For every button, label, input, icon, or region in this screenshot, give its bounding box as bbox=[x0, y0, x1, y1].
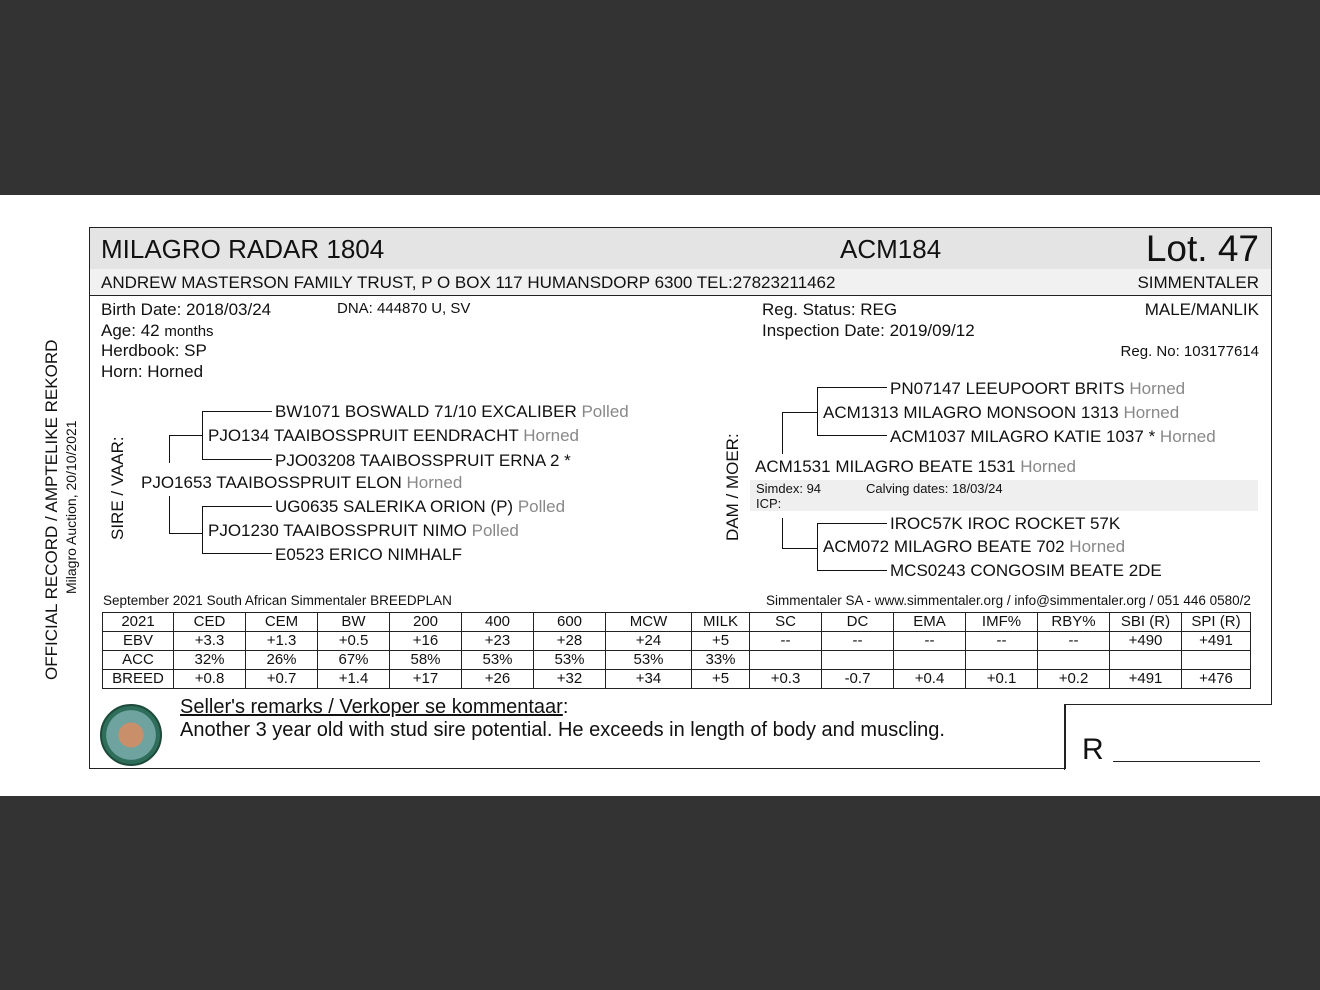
price-line[interactable] bbox=[1113, 761, 1260, 762]
lot-number: Lot. 47 bbox=[1145, 228, 1259, 269]
pedigree-line bbox=[817, 387, 818, 435]
age bbox=[101, 321, 214, 341]
bottom-dark-band bbox=[0, 796, 1320, 990]
dam-dam-dam bbox=[890, 561, 1162, 581]
ebv-header-cell: RBY% bbox=[1038, 613, 1110, 632]
ebv-cell: EBV bbox=[103, 632, 174, 651]
ebv-header-cell: 2021 bbox=[103, 613, 174, 632]
ebv-header-cell: EMA bbox=[894, 613, 966, 632]
ebv-header-cell: SBI (R) bbox=[1110, 613, 1182, 632]
ebv-cell: 67% bbox=[318, 651, 390, 670]
remarks-text: Another 3 year old with stud sire potential. He exceeds in length of body and muscling. bbox=[180, 719, 945, 741]
ebv-cell: +476 bbox=[1182, 670, 1251, 689]
sire-dam-dam bbox=[275, 545, 462, 565]
horn-status: Horn: Horned bbox=[101, 362, 204, 381]
pedigree-line bbox=[202, 411, 272, 412]
pedigree-line bbox=[169, 435, 202, 436]
sire bbox=[141, 473, 462, 493]
dam-horn: Horned bbox=[1020, 457, 1076, 476]
ebv-header-cell: 600 bbox=[534, 613, 606, 632]
ebv-cell: +5 bbox=[692, 632, 750, 651]
ebv-header-cell: SPI (R) bbox=[1182, 613, 1251, 632]
ebv-cell: 26% bbox=[246, 651, 318, 670]
lot-card bbox=[89, 227, 1272, 769]
sss-horn: Polled bbox=[581, 402, 629, 421]
society-logo bbox=[100, 704, 162, 766]
calving-dates: Calving dates: 18/03/24 bbox=[866, 481, 1003, 496]
ebv-header-cell: 200 bbox=[390, 613, 462, 632]
ebv-cell: +17 bbox=[390, 670, 462, 689]
ebv-header-cell: CED bbox=[174, 613, 246, 632]
ebv-row bbox=[103, 670, 1251, 689]
pedigree-line bbox=[817, 387, 887, 388]
top-dark-band bbox=[0, 0, 1320, 195]
dam-details-box bbox=[750, 480, 1258, 511]
breedplan-title: September 2021 South African Simmentaler BREEDPLAN bbox=[103, 593, 452, 608]
ebv-cell: +0.3 bbox=[750, 670, 822, 689]
ebv-header-cell: 400 bbox=[462, 613, 534, 632]
ebv-cell: 58% bbox=[390, 651, 462, 670]
official-record-label: OFFICIAL RECORD / AMPTELIKE REKORD bbox=[42, 339, 61, 680]
remarks-title bbox=[180, 696, 568, 719]
pedigree-line bbox=[202, 411, 203, 459]
ebv-cell: 32% bbox=[174, 651, 246, 670]
ebv-cell: +16 bbox=[390, 632, 462, 651]
sire-dam bbox=[208, 521, 519, 541]
sdd-name: E0523 ERICO NIMHALF bbox=[275, 545, 463, 564]
ddd-name: MCS0243 CONGOSIM BEATE 2DE bbox=[890, 561, 1162, 580]
ebv-cell: -0.7 bbox=[822, 670, 894, 689]
ds-horn: Horned bbox=[1123, 403, 1180, 422]
pedigree-line bbox=[202, 459, 272, 460]
age-unit: months bbox=[164, 323, 214, 340]
dsd-horn: Horned bbox=[1159, 427, 1216, 446]
ebv-cell bbox=[966, 651, 1038, 670]
herdbook: Herdbook: SP bbox=[101, 341, 207, 360]
dam-sire bbox=[823, 403, 1179, 423]
ebv-cell: +28 bbox=[534, 632, 606, 651]
dss-name: PN07147 LEEUPOORT BRITS bbox=[890, 379, 1125, 398]
ebv-cell: 33% bbox=[692, 651, 750, 670]
ebv-cell: +490 bbox=[1110, 632, 1182, 651]
birth-date: Birth Date: 2018/03/24 bbox=[101, 300, 272, 319]
simdex: Simdex: 94 bbox=[756, 481, 822, 496]
dam-sire-sire bbox=[890, 379, 1185, 399]
sire-sire-dam bbox=[275, 451, 571, 471]
ebv-cell: +3.3 bbox=[174, 632, 246, 651]
sds-horn: Polled bbox=[517, 497, 566, 516]
sire-horn: Horned bbox=[406, 473, 463, 492]
ebv-cell: ACC bbox=[103, 651, 174, 670]
ebv-cell: 53% bbox=[534, 651, 606, 670]
auction-label: Milagro Auction, 20/10/2021 bbox=[63, 420, 79, 594]
inspection-date: Inspection Date: 2019/09/12 bbox=[762, 321, 975, 340]
pedigree-line bbox=[202, 506, 203, 553]
ebv-cell: +491 bbox=[1182, 632, 1251, 651]
ebv-cell bbox=[750, 651, 822, 670]
ebv-header-cell: BW bbox=[318, 613, 390, 632]
ebv-header-cell: MILK bbox=[692, 613, 750, 632]
ebv-cell: +32 bbox=[534, 670, 606, 689]
ebv-cell: +0.2 bbox=[1038, 670, 1110, 689]
sss-name: BW1071 BOSWALD 71/10 EXCALIBER bbox=[275, 402, 577, 421]
animal-name: MILAGRO RADAR 1804 bbox=[101, 234, 385, 264]
breedplan-contact: Simmentaler SA - www.simmentaler.org / info@simmentaler.org / 051 446 0580/2 bbox=[766, 593, 1251, 608]
ds-name: ACM1313 MILAGRO MONSOON 1313 bbox=[823, 403, 1119, 422]
price-box bbox=[1064, 704, 1272, 770]
sex: MALE/MANLIK bbox=[1144, 300, 1259, 319]
ebv-cell: +1.4 bbox=[318, 670, 390, 689]
ebv-cell: -- bbox=[1038, 632, 1110, 651]
reg-status: Reg. Status: REG bbox=[762, 300, 898, 319]
ebv-cell: +24 bbox=[606, 632, 692, 651]
ss-name: PJO134 TAAIBOSSPRUIT EENDRACHT bbox=[208, 426, 519, 445]
card-body bbox=[89, 296, 1272, 704]
remarks-colon: : bbox=[562, 696, 569, 718]
ebv-cell: 53% bbox=[606, 651, 692, 670]
ebv-table bbox=[102, 612, 1251, 689]
sd-horn: Polled bbox=[471, 521, 519, 540]
pedigree-line bbox=[817, 523, 818, 570]
ebv-header-cell: CEM bbox=[246, 613, 318, 632]
dna: DNA: 444870 U, SV bbox=[337, 300, 471, 317]
sire-name: PJO1653 TAAIBOSSPRUIT ELON bbox=[141, 473, 402, 492]
ebv-cell: +23 bbox=[462, 632, 534, 651]
ss-horn: Horned bbox=[523, 426, 579, 445]
pedigree-line bbox=[169, 435, 170, 463]
dss-horn: Horned bbox=[1129, 379, 1186, 398]
sire-sire-sire bbox=[275, 402, 629, 422]
pedigree-line bbox=[817, 523, 887, 524]
ebv-cell: +34 bbox=[606, 670, 692, 689]
icp: ICP: bbox=[756, 496, 782, 511]
owner-details: ANDREW MASTERSON FAMILY TRUST, P O BOX 117 HUMANSDORP 6300 TEL:27823211462 bbox=[101, 273, 836, 292]
pedigree-line bbox=[817, 435, 887, 436]
ebv-cell: +0.4 bbox=[894, 670, 966, 689]
pedigree-line bbox=[782, 412, 817, 413]
pedigree-line bbox=[202, 553, 272, 554]
reg-number: Reg. No: 103177614 bbox=[1120, 343, 1259, 360]
pedigree-line bbox=[169, 533, 202, 534]
sire-sire bbox=[208, 426, 579, 446]
ssd-name: PJO03208 TAAIBOSSPRUIT ERNA 2 * bbox=[275, 451, 571, 470]
ebv-row bbox=[103, 632, 1251, 651]
pedigree-line bbox=[817, 570, 887, 571]
animal-code: ACM184 bbox=[840, 234, 942, 264]
ebv-cell: +0.8 bbox=[174, 670, 246, 689]
ebv-cell: -- bbox=[822, 632, 894, 651]
ebv-cell: BREED bbox=[103, 670, 174, 689]
owner-row bbox=[89, 269, 1272, 296]
ebv-cell bbox=[894, 651, 966, 670]
dam bbox=[755, 457, 1076, 477]
pedigree-line bbox=[202, 506, 272, 507]
dam-label: DAM / MOER: bbox=[723, 433, 742, 541]
ebv-cell bbox=[822, 651, 894, 670]
ebv-cell bbox=[1110, 651, 1182, 670]
dds-name: IROC57K IROC ROCKET 57K bbox=[890, 514, 1121, 533]
ebv-cell: 53% bbox=[462, 651, 534, 670]
dsd-name: ACM1037 MILAGRO KATIE 1037 * bbox=[890, 427, 1156, 446]
age-value: Age: 42 bbox=[101, 321, 160, 340]
ebv-header-cell: DC bbox=[822, 613, 894, 632]
ebv-header-cell: IMF% bbox=[966, 613, 1038, 632]
ebv-cell: -- bbox=[750, 632, 822, 651]
dam-sire-dam bbox=[890, 427, 1216, 447]
ebv-cell: +491 bbox=[1110, 670, 1182, 689]
dd-horn: Horned bbox=[1069, 537, 1126, 556]
sire-dam-sire bbox=[275, 497, 565, 517]
ebv-header-cell: SC bbox=[750, 613, 822, 632]
dam-dam-sire bbox=[890, 514, 1120, 534]
sds-name: UG0635 SALERIKA ORION (P) bbox=[275, 497, 514, 516]
ebv-header-cell: MCW bbox=[606, 613, 692, 632]
dam-name: ACM1531 MILAGRO BEATE 1531 bbox=[755, 457, 1016, 476]
ebv-cell: +0.7 bbox=[246, 670, 318, 689]
sire-label: SIRE / VAAR: bbox=[108, 436, 127, 540]
ebv-cell: +26 bbox=[462, 670, 534, 689]
sd-name: PJO1230 TAAIBOSSPRUIT NIMO bbox=[208, 521, 467, 540]
ebv-cell bbox=[1038, 651, 1110, 670]
ebv-cell: -- bbox=[966, 632, 1038, 651]
dam-dam bbox=[823, 537, 1125, 557]
pedigree-line bbox=[782, 548, 817, 549]
lot-header bbox=[89, 227, 1272, 270]
dd-name: ACM072 MILAGRO BEATE 702 bbox=[823, 537, 1065, 556]
breed-label: SIMMENTALER bbox=[1137, 273, 1259, 292]
ebv-cell: +5 bbox=[692, 670, 750, 689]
remarks-area bbox=[89, 696, 1066, 769]
ebv-cell: -- bbox=[894, 632, 966, 651]
ebv-cell: +0.1 bbox=[966, 670, 1038, 689]
pedigree-line bbox=[169, 496, 170, 533]
price-currency: R bbox=[1082, 733, 1104, 766]
ebv-cell: +0.5 bbox=[318, 632, 390, 651]
pedigree-line bbox=[782, 412, 783, 454]
ebv-row bbox=[103, 613, 1251, 632]
ebv-cell bbox=[1182, 651, 1251, 670]
pedigree-line bbox=[782, 518, 783, 548]
remarks-title-text: Seller's remarks / Verkoper se kommentaar bbox=[180, 696, 563, 718]
ebv-cell: +1.3 bbox=[246, 632, 318, 651]
ebv-row bbox=[103, 651, 1251, 670]
